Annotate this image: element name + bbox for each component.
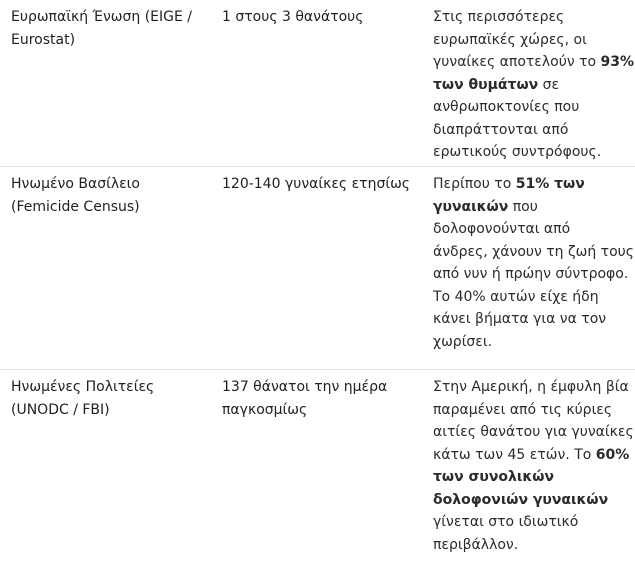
- description-line: [433, 421, 634, 444]
- text-segment: σε: [538, 76, 560, 93]
- region-cell: [11, 173, 207, 218]
- bold-text: 93%: [600, 54, 635, 70]
- text-segment: γίνεται στο ιδιωτικό: [433, 514, 579, 530]
- description-line: [433, 218, 628, 241]
- text-segment: χωρίσει.: [433, 333, 493, 350]
- statistic-line: 1 στους 3 θανάτους: [222, 9, 364, 25]
- statistic-cell: [222, 6, 422, 29]
- table-row: [0, 370, 635, 566]
- bold-text: δολοφονιών γυναικών: [433, 491, 609, 508]
- description-line: [433, 119, 628, 142]
- region-line: Ευρωπαϊκή Ένωση (EIGE /: [11, 9, 193, 25]
- region-cell: [11, 6, 207, 51]
- description-line: [433, 263, 628, 286]
- region-line: Ηνωμένες Πολιτείες: [11, 379, 155, 395]
- description-line: [433, 399, 628, 422]
- text-segment: από νυν ή πρώην σύντροφο.: [433, 266, 629, 282]
- bold-text: γυναικών: [433, 198, 509, 215]
- text-segment: ερωτικούς συντρόφους.: [433, 144, 602, 160]
- description-line: [433, 6, 628, 29]
- description-line: [433, 29, 628, 52]
- description-line: [433, 286, 628, 309]
- text-segment: κάνει βήματα για να τον: [433, 311, 607, 327]
- bold-text: 60%: [595, 446, 630, 463]
- text-segment: κάτω των 45 ετών. Το: [433, 446, 596, 463]
- description-line: [433, 173, 628, 196]
- text-segment: που: [508, 198, 538, 215]
- text-segment: Στις περισσότερες: [433, 9, 565, 25]
- text-segment: ευρωπαϊκές χώρες, οι: [433, 31, 587, 48]
- region-line: Ηνωμένο Βασίλειο: [11, 176, 140, 192]
- text-segment: αιτίες θανάτου για γυναίκες: [433, 424, 634, 440]
- statistic-cell: [222, 173, 422, 196]
- description-line: [433, 74, 628, 97]
- description-line: [433, 241, 634, 264]
- region-line: Eurostat): [11, 31, 76, 48]
- text-segment: Το 40% αυτών είχε ήδη: [433, 288, 599, 305]
- description-line: [433, 308, 628, 331]
- region-line: (Femicide Census): [11, 198, 140, 215]
- description-line: [433, 466, 628, 489]
- description-line: [433, 489, 628, 512]
- statistic-cell: [222, 376, 422, 421]
- statistic-line: 120-140 γυναίκες ετησίως: [222, 176, 411, 192]
- table-row: [0, 0, 635, 167]
- text-segment: άνδρες, χάνουν τη ζωή τους: [433, 243, 634, 260]
- statistic-line: 137 θάνατοι την ημέρα: [222, 379, 388, 395]
- statistic-line: παγκοσμίως: [222, 401, 308, 418]
- description-line: [433, 511, 628, 534]
- region-line: (UNODC / FBI): [11, 401, 110, 418]
- bold-text: των συνολικών: [433, 469, 554, 485]
- text-segment: γυναίκες αποτελούν το: [433, 54, 601, 70]
- text-segment: παραμένει από τις κύριες: [433, 401, 613, 418]
- text-segment: Στην Αμερική, η έμφυλη βία: [433, 379, 629, 395]
- description-line: [433, 376, 628, 399]
- description-cell: [433, 6, 635, 164]
- description-line: [433, 96, 628, 119]
- description-cell: [433, 376, 634, 556]
- description-line: [433, 444, 628, 467]
- region-cell: [11, 376, 207, 421]
- text-segment: Περίπου το: [433, 176, 516, 192]
- description-cell: [433, 173, 634, 353]
- description-line: [433, 196, 628, 219]
- description-line: [433, 534, 628, 557]
- description-line: [433, 51, 635, 74]
- bold-text: 51% των: [515, 176, 585, 192]
- table-row: [0, 167, 635, 370]
- text-segment: περιβάλλον.: [433, 536, 519, 553]
- text-segment: ανθρωποκτονίες που: [433, 99, 580, 115]
- text-segment: δολοφονούνται από: [433, 221, 571, 237]
- bold-text: των θυμάτων: [433, 76, 539, 93]
- description-line: [433, 331, 628, 354]
- description-line: [433, 141, 628, 164]
- text-segment: διαπράττονται από: [433, 121, 569, 138]
